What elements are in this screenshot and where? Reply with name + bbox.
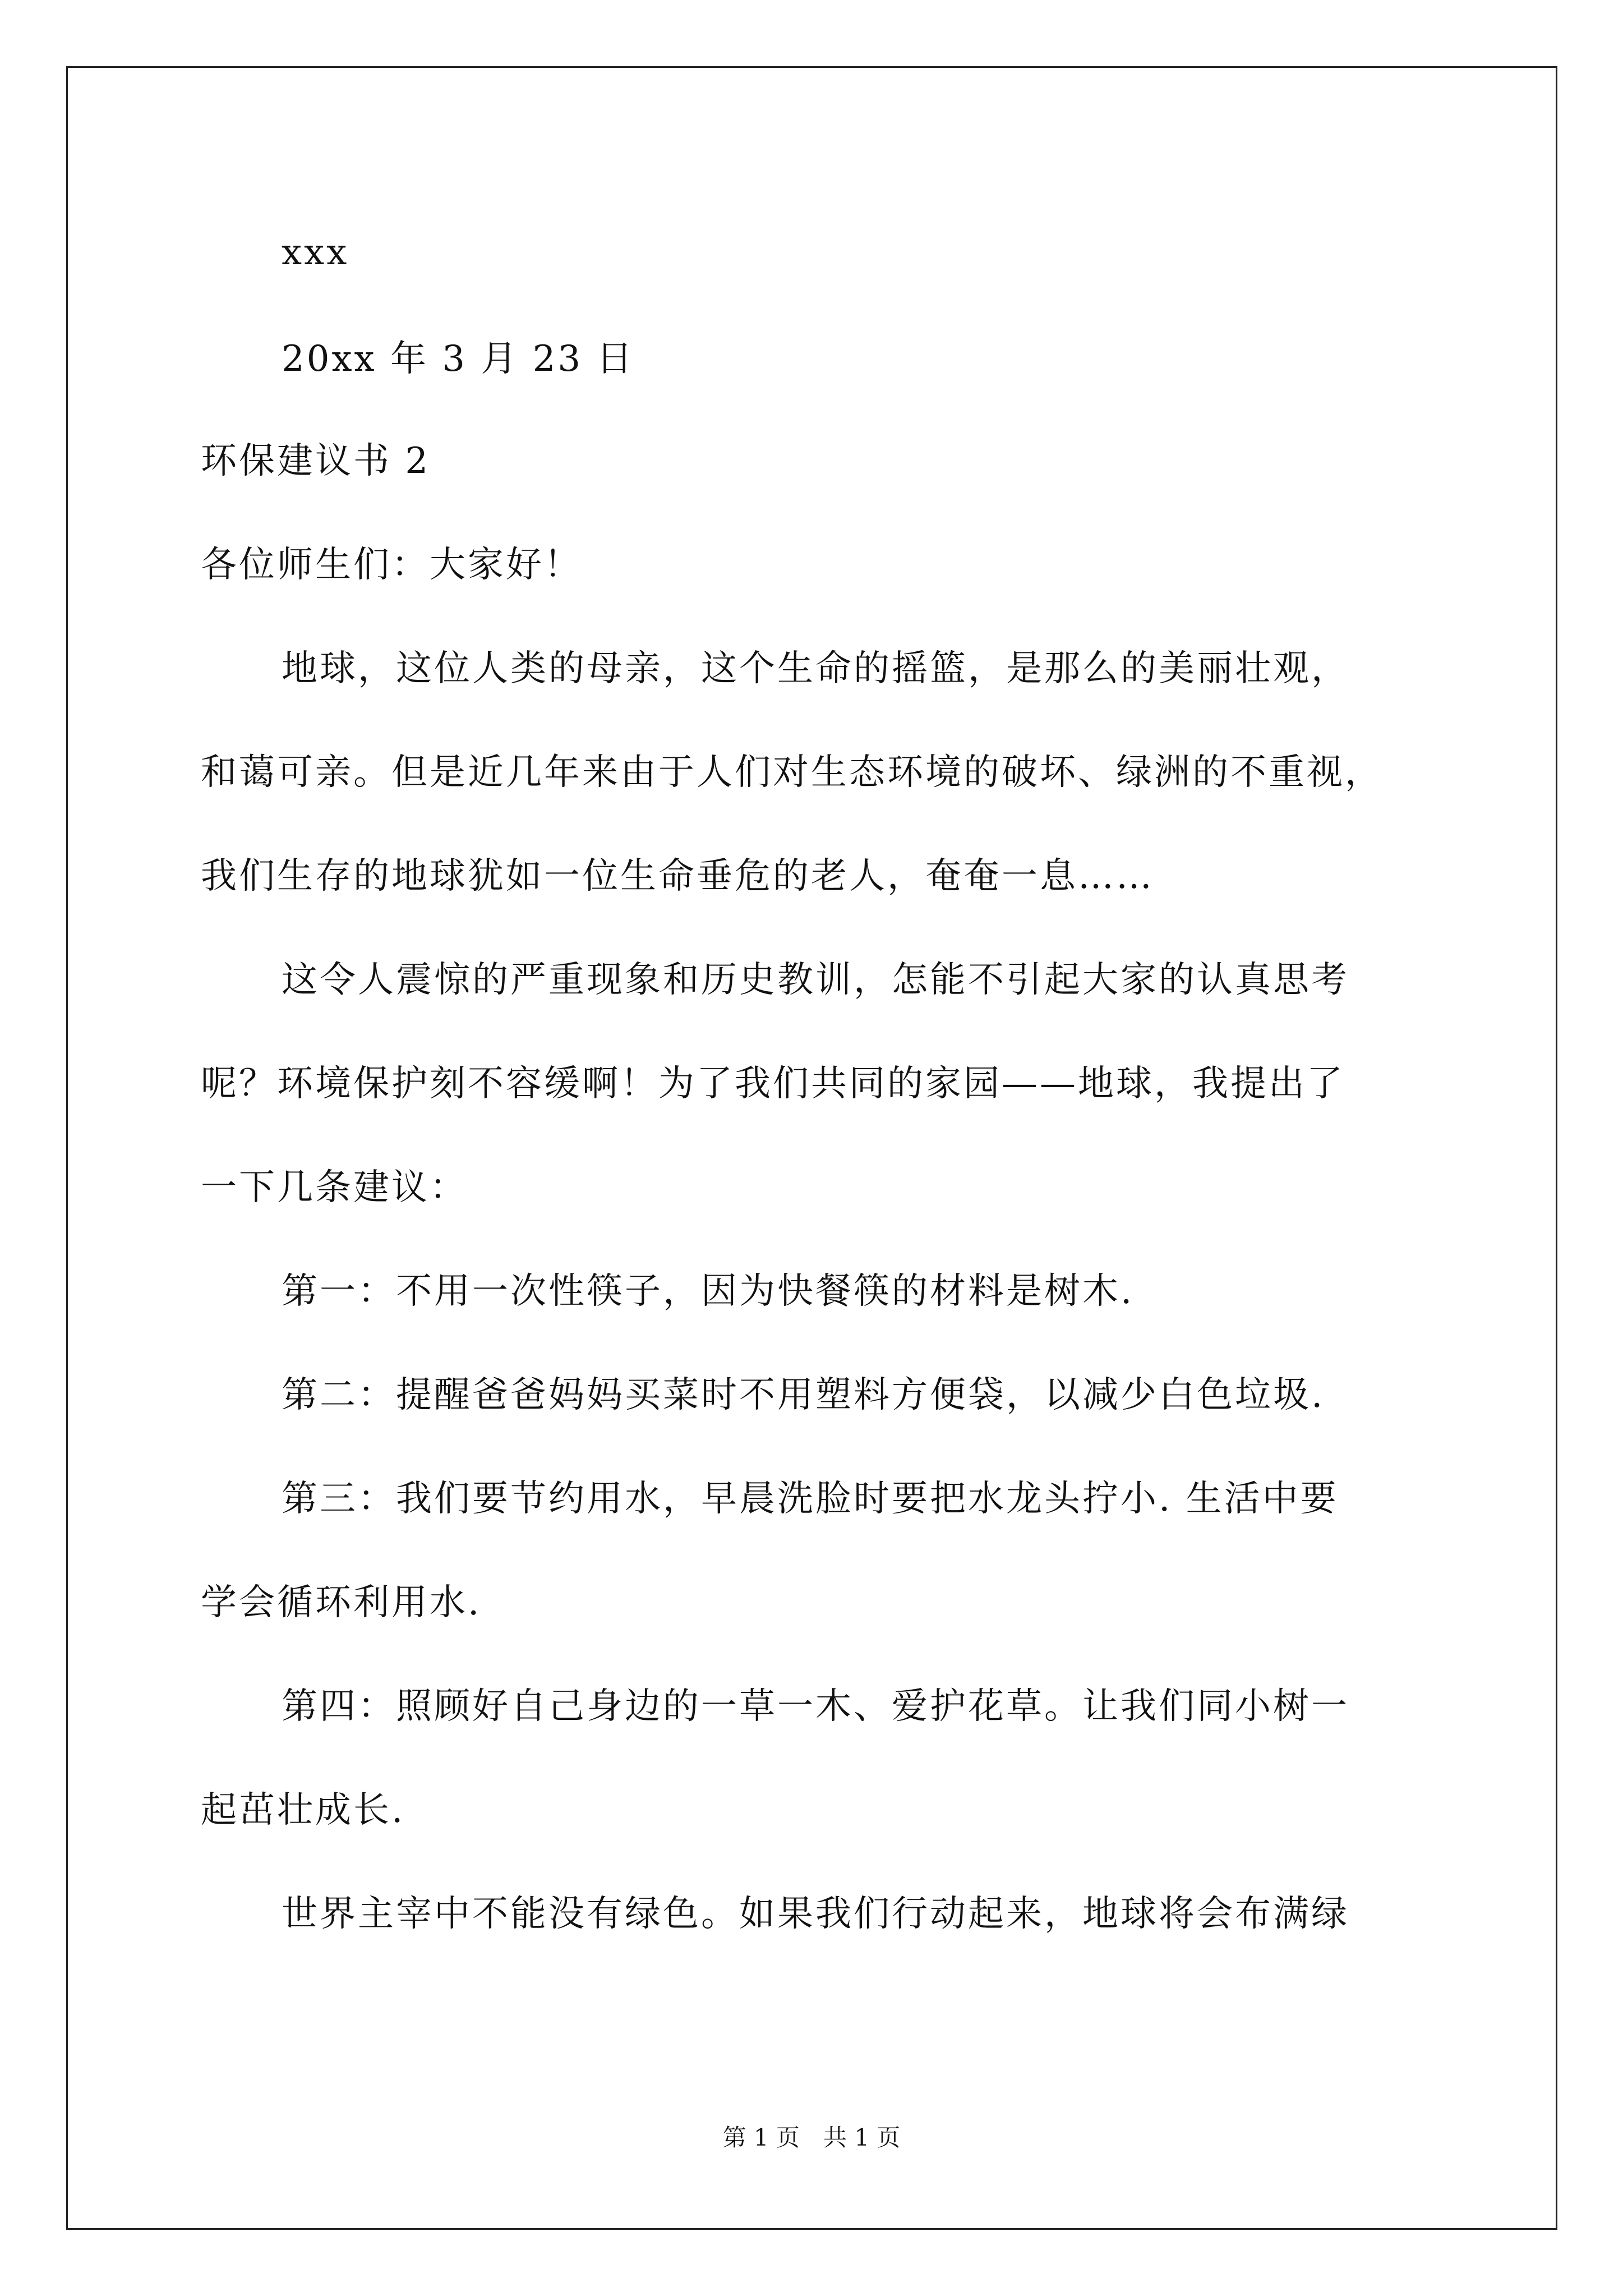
body-line: 呢？环境保护刻不容缓啊！为了我们共同的家园——地球，我提出了 bbox=[201, 1063, 1345, 1105]
body-line: 第一：不用一次性筷子，因为快餐筷的材料是树木. bbox=[282, 1271, 1135, 1312]
body-line: 我们生存的地球犹如一位生命垂危的老人，奄奄一息…… bbox=[201, 855, 1154, 897]
body-line: 第三：我们要节约用水，早晨洗脸时要把水龙头拧小. 生活中要 bbox=[282, 1478, 1339, 1520]
body-line: 学会循环利用水. bbox=[201, 1582, 482, 1623]
body-line: 起茁壮成长. bbox=[201, 1789, 405, 1831]
page-number-footer: 第 1 页 共 1 页 bbox=[722, 2124, 901, 2151]
body-line: 一下几条建议： bbox=[201, 1167, 468, 1208]
date-text: 20xx 年 3 月 23 日 bbox=[282, 338, 635, 380]
body-line: 和蔼可亲。但是近几年来由于人们对生态环境的破坏、绿洲的不重视， bbox=[201, 752, 1383, 793]
body-line: 这令人震惊的严重现象和历史教训，怎能不引起大家的认真思考 bbox=[282, 959, 1349, 1001]
body-line: 地球，这位人类的母亲，这个生命的摇篮，是那么的美丽壮观， bbox=[282, 648, 1349, 689]
document-title: 环保建议书 2 bbox=[201, 440, 431, 482]
body-line: 第二：提醒爸爸妈妈买菜时不用塑料方便袋，以减少白色垃圾. bbox=[282, 1374, 1325, 1416]
body-line: 第四：照顾好自己身边的一草一木、爱护花草。让我们同小树一 bbox=[282, 1686, 1349, 1727]
greeting-text: 各位师生们：大家好！ bbox=[201, 544, 582, 586]
body-line: 世界主宰中不能没有绿色。如果我们行动起来，地球将会布满绿 bbox=[282, 1893, 1349, 1935]
signature-text: xxx bbox=[282, 232, 349, 273]
